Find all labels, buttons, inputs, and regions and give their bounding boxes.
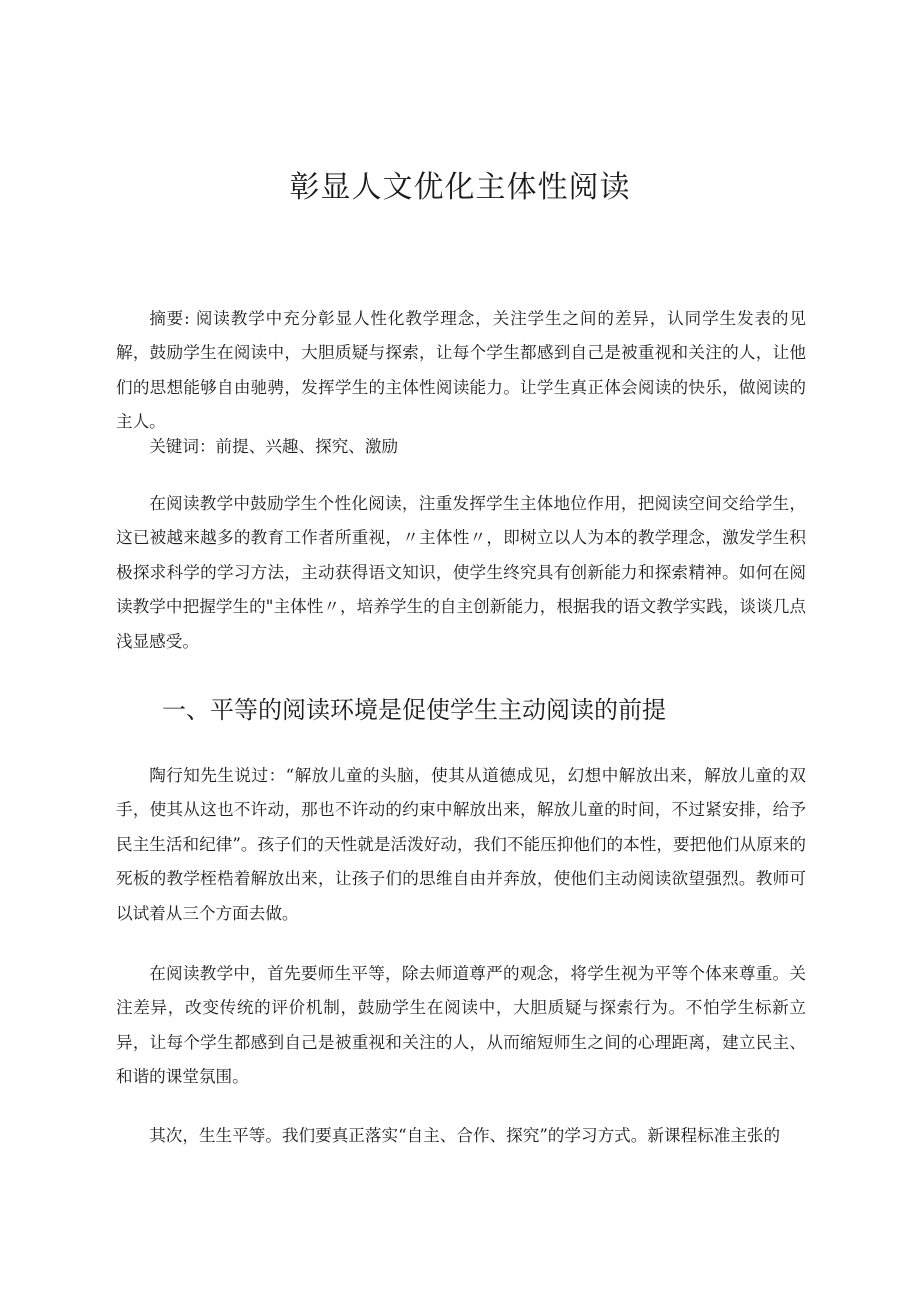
document-title: 彰显人文优化主体性阅读 xyxy=(289,170,631,205)
section1-paragraph-2: 在阅读教学中，首先要师生平等，除去师道尊严的观念，将学生视为平等个体来尊重。关注差异，改变传统的评价机制，鼓励学生在阅读中，大胆质疑与探索行为。不怕学生标新立异，让每个学生都感到自己是被重视和关注的人，从而缩短师生之间的心理距离，建立民主、和谐的课堂氛围。 xyxy=(116,964,806,1087)
section1-paragraph-1: 陶行知先生说过：“解放儿童的头脑，使其从道德成见，幻想中解放出来，解放儿童的双手，使其从这也不许动，那也不许动的约束中解放出来，解放儿童的时间，不过紧安排，给予民主生活和纪律”。孩子们的天性就是活泼好动，我们不能压抑他们的本性，要把他们从原来的死板的教学桎梏着解放出来，让孩子们的思维自由并奔放，使他们主动阅读欲望强烈。教师可以试着从三个方面去做。 xyxy=(116,766,806,923)
abstract-paragraph: 摘要: 阅读教学中充分彰显人性化教学理念，关注学生之间的差异，认同学生发表的见解，鼓励学生在阅读中，大胆质疑与探索，让每个学生都感到自己是被重视和关注的人，让他们的思想能够自由驰骋，发挥学生的主体性阅读能力。让学生真正体会阅读的快乐，做阅读的主人。 xyxy=(116,309,806,432)
section1-paragraph-3: 其次，生生平等。我们要真正落实“自主、合作、探究”的学习方式。新课程标准主张的 xyxy=(149,1126,781,1145)
keywords-line: 关键词：前提、兴趣、探究、激励 xyxy=(149,437,399,456)
section-heading-1: 一、平等的阅读环境是促使学生主动阅读的前提 xyxy=(162,696,666,724)
intro-paragraph: 在阅读教学中鼓励学生个性化阅读，注重发挥学生主体地位作用，把阅读空间交给学生，这已被越来越多的教育工作者所重视，〃主体性〃，即树立以人为本的教学理念，激发学生积极探求科学的学习方法，主动获得语文知识，使学生终究具有创新能力和探索精神。如何在阅读教学中把握学生的"主体性〃，培养学生的自主创新能力，根据我的语文教学实践，谈谈几点浅显感受。 xyxy=(116,494,806,651)
